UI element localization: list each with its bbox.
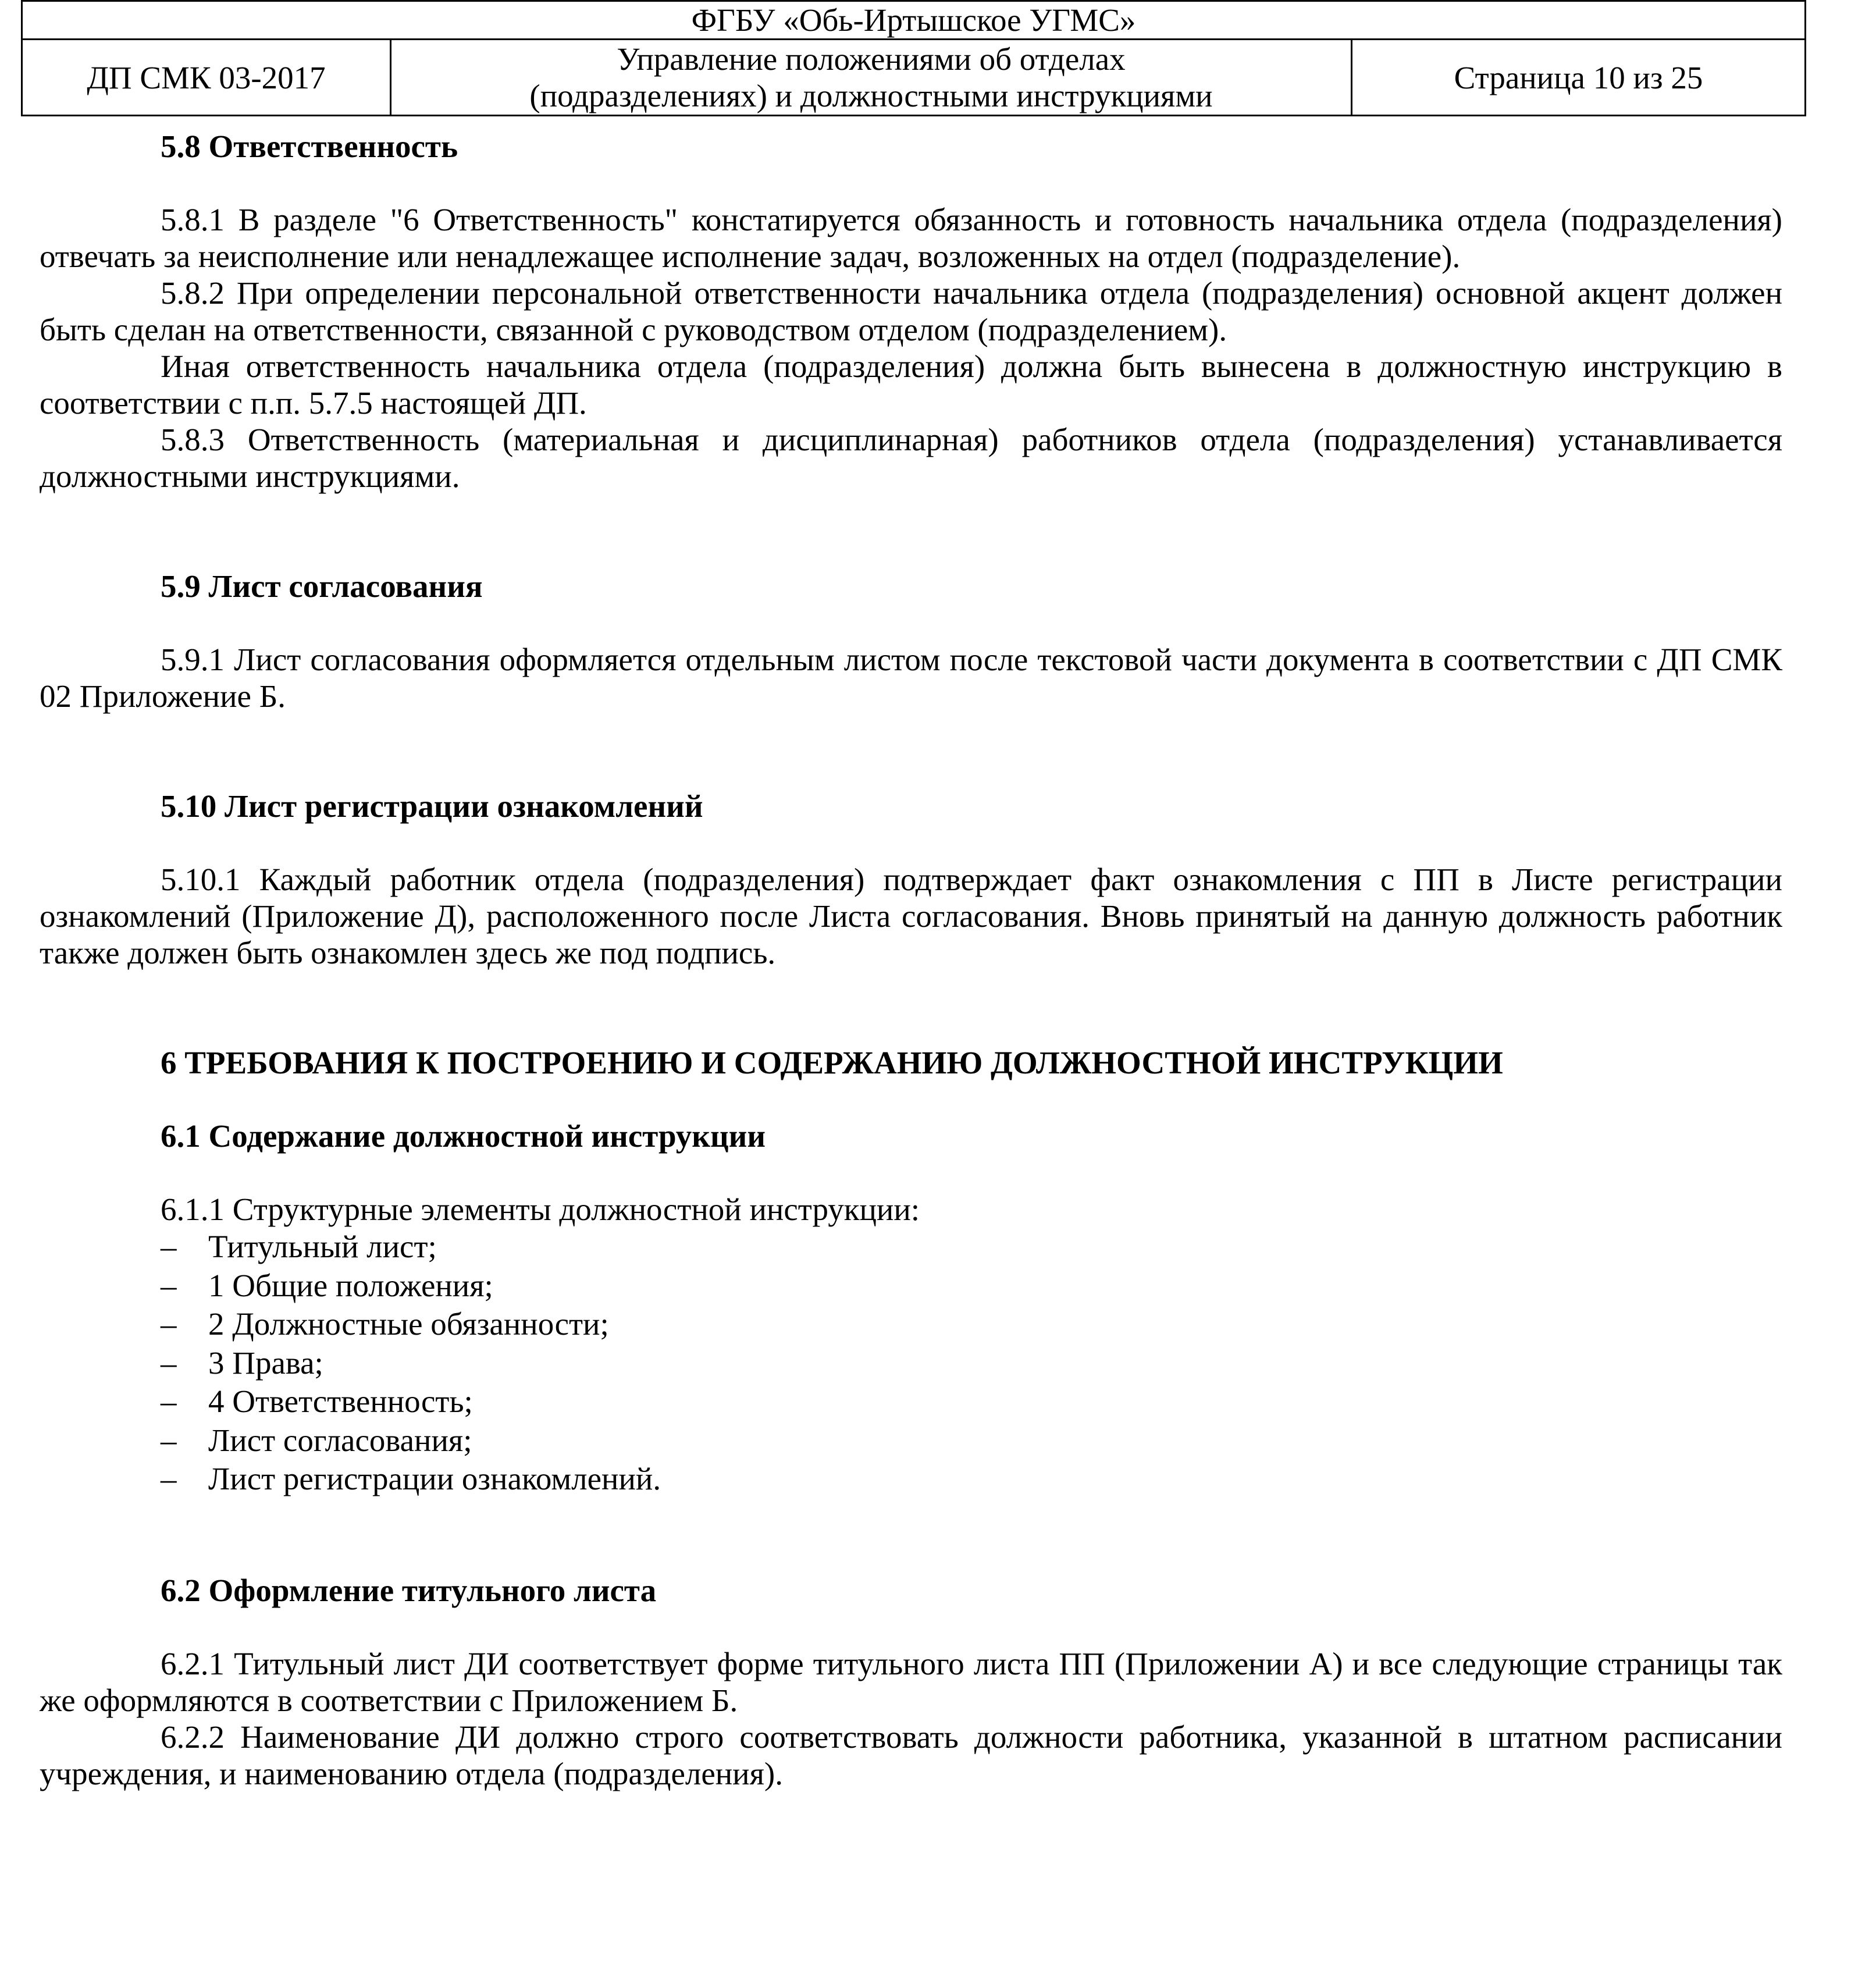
dash-bullet: – xyxy=(161,1229,177,1264)
list-item-text: 3 Права; xyxy=(208,1345,323,1381)
list-item-text: 1 Общие положения; xyxy=(208,1267,493,1303)
section-6-heading: 6 ТРЕБОВАНИЯ К ПОСТРОЕНИЮ И СОДЕРЖАНИЮ ДОЛЖНОСТНОЙ ИНСТРУКЦИИ xyxy=(161,1045,1503,1080)
structure-list xyxy=(40,1228,1782,1499)
section-6-2-heading: 6.2 Оформление титульного листа xyxy=(161,1572,657,1608)
dash-bullet: – xyxy=(161,1345,177,1381)
document-title-line-2: (подразделениях) и должностными инструкциями xyxy=(529,78,1213,113)
dash-bullet: – xyxy=(161,1267,177,1303)
section-6-1-heading: 6.1 Содержание должностной инструкции xyxy=(161,1118,766,1154)
document-code: ДП СМК 03-2017 xyxy=(22,40,391,116)
dash-bullet: – xyxy=(161,1384,177,1419)
document-title xyxy=(391,40,1352,116)
paragraph-5-8-2-other: Иная ответственность начальника отдела (подразделения) должна быть вынесена в должностную инструкцию в соответствии с п.п. 5.7.5 настоящей ДП. xyxy=(40,348,1782,421)
section-5-9-heading: 5.9 Лист согласования xyxy=(161,568,483,604)
list-item xyxy=(40,1228,1782,1267)
dash-bullet: – xyxy=(161,1306,177,1342)
list-item xyxy=(40,1382,1782,1421)
paragraph-5-9-1: 5.9.1 Лист согласования оформляется отдельным листом после текстовой части документа в соответствии с ДП СМК 02 Приложение Б. xyxy=(40,642,1782,714)
page-number: Страница 10 из 25 xyxy=(1352,40,1806,116)
list-item xyxy=(40,1421,1782,1460)
paragraph-6-1-1: 6.1.1 Структурные элементы должностной инструкции: xyxy=(161,1192,920,1227)
list-item xyxy=(40,1305,1782,1344)
list-item xyxy=(40,1460,1782,1499)
list-item xyxy=(40,1267,1782,1306)
dash-bullet: – xyxy=(161,1422,177,1458)
list-item-text: Лист согласования; xyxy=(208,1422,472,1458)
paragraph-6-2-1: 6.2.1 Титульный лист ДИ соответствует форме титульного листа ПП (Приложении А) и все следующие страницы так же оформляются в соответствии с Приложением Б. xyxy=(40,1645,1782,1718)
section-5-8-heading: 5.8 Ответственность xyxy=(161,129,458,164)
paragraph-5-8-2: 5.8.2 При определении персональной ответственности начальника отдела (подразделения) основной акцент должен быть сделан на ответственности, связанной с руководством отделом (подразделением). xyxy=(40,275,1782,347)
list-item-text: Лист регистрации ознакомлений. xyxy=(208,1461,661,1496)
list-item-text: 2 Должностные обязанности; xyxy=(208,1306,609,1342)
paragraph-5-8-1: 5.8.1 В разделе "6 Ответственность" констатируется обязанность и готовность начальника отдела (подразделения) отвечать за неисполнение или ненадлежащее исполнение задач, возложенных на отдел (подразделение). xyxy=(40,202,1782,274)
document-header xyxy=(21,0,1806,116)
paragraph-6-2-2: 6.2.2 Наименование ДИ должно строго соответствовать должности работника, указанной в штатном расписании учреждения, и наименованию отдела (подразделения). xyxy=(40,1719,1782,1791)
document-body xyxy=(40,128,1782,1792)
paragraph-5-10-1: 5.10.1 Каждый работник отдела (подразделения) подтверждает факт ознакомления с ПП в Листе регистрации ознакомлений (Приложение Д), расположенного после Листа согласования. Вновь принятый на данную должность работник также должен быть ознакомлен здесь же под подпись. xyxy=(40,862,1782,970)
list-item-text: 4 Ответственность; xyxy=(208,1384,473,1419)
document-title-line-1: Управление положениями об отделах xyxy=(617,41,1126,77)
paragraph-5-8-3: 5.8.3 Ответственность (материальная и дисциплинарная) работников отдела (подразделения) устанавливается должностными инструкциями. xyxy=(40,422,1782,494)
list-item-text: Титульный лист; xyxy=(208,1229,437,1264)
section-5-10-heading: 5.10 Лист регистрации ознакомлений xyxy=(161,788,703,824)
list-item xyxy=(40,1344,1782,1383)
organization-name: ФГБУ «Обь-Иртышское УГМС» xyxy=(22,1,1806,40)
dash-bullet: – xyxy=(161,1461,177,1496)
